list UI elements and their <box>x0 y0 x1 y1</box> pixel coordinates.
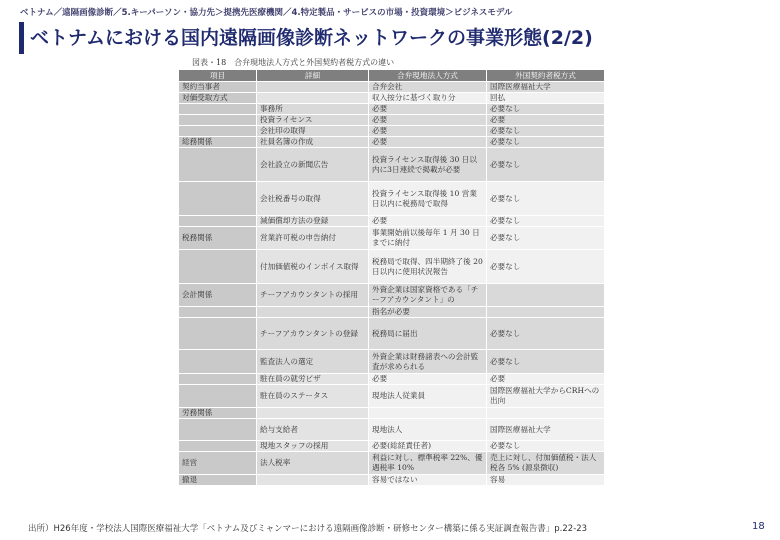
column-header: 項目 <box>179 70 257 82</box>
jv-cell: 投資ライセンス取得後 30 日以内に3日連続で掲載が必要 <box>369 148 487 182</box>
category-cell <box>179 419 257 441</box>
jv-cell: 投資ライセンス取得後 10 営業日以内に税務局で取得 <box>369 182 487 216</box>
fc-cell: 必要 <box>487 115 605 126</box>
jv-cell: 必要 <box>369 374 487 385</box>
fc-cell: 必要なし <box>487 104 605 115</box>
category-cell: 経営 <box>179 452 257 475</box>
table-row <box>179 126 605 137</box>
table-row <box>179 284 605 307</box>
category-cell <box>179 350 257 374</box>
column-header: 詳細 <box>257 70 369 82</box>
jv-cell: 現地法人従業員 <box>369 385 487 408</box>
detail-cell: 会社印の取得 <box>257 126 369 137</box>
detail-cell <box>257 93 369 104</box>
category-cell: 撤退 <box>179 475 257 486</box>
detail-cell: 営業許可税の申告納付 <box>257 227 369 250</box>
jv-cell: 指名が必要 <box>369 307 487 318</box>
fc-cell: 国際医療福祉大学 <box>487 82 605 93</box>
table-row <box>179 385 605 408</box>
fc-cell: 必要なし <box>487 227 605 250</box>
category-cell <box>179 374 257 385</box>
fc-cell <box>487 408 605 419</box>
table-row <box>179 475 605 486</box>
category-cell: 総務関係 <box>179 137 257 148</box>
detail-cell: チーフアカウンタントの採用 <box>257 284 369 307</box>
page-title: ベトナムにおける国内遠隔画像診断ネットワークの事業形態(2/2) <box>30 27 593 49</box>
jv-cell: 必要 <box>369 104 487 115</box>
jv-cell: 容易ではない <box>369 475 487 486</box>
category-cell <box>179 182 257 216</box>
detail-cell: 駐在員のステータス <box>257 385 369 408</box>
table-header-row <box>179 70 605 82</box>
fc-cell <box>487 284 605 307</box>
jv-cell: 合弁会社 <box>369 82 487 93</box>
detail-cell: 法人税率 <box>257 452 369 475</box>
category-cell <box>179 126 257 137</box>
jv-cell: 現地法人 <box>369 419 487 441</box>
table-row <box>179 408 605 419</box>
category-cell: 労務関係 <box>179 408 257 419</box>
jv-cell: 必要 <box>369 216 487 227</box>
detail-cell: 会社設立の新聞広告 <box>257 148 369 182</box>
jv-cell: 税務局に届出 <box>369 318 487 350</box>
fc-cell: 必要なし <box>487 148 605 182</box>
detail-cell: 事務所 <box>257 104 369 115</box>
category-cell <box>179 318 257 350</box>
figure-caption: 図表・18 合弁現地法人方式と外国契約者税方式の違い <box>192 58 395 67</box>
table-row <box>179 93 605 104</box>
fc-cell: 必要 <box>487 374 605 385</box>
table-row <box>179 104 605 115</box>
category-cell: 税務関係 <box>179 227 257 250</box>
category-cell <box>179 216 257 227</box>
fc-cell: 必要なし <box>487 441 605 452</box>
fc-cell: 売上に対し、付加価値税・法人税各 5% (源泉徴収) <box>487 452 605 475</box>
fc-cell: 容易 <box>487 475 605 486</box>
detail-cell: 投資ライセンス <box>257 115 369 126</box>
detail-cell <box>257 475 369 486</box>
jv-cell: 事業開始前以後毎年 1 月 30 日までに納付 <box>369 227 487 250</box>
category-cell <box>179 385 257 408</box>
detail-cell: 監査法人の選定 <box>257 350 369 374</box>
detail-cell: 給与支給者 <box>257 419 369 441</box>
comparison-table <box>178 69 605 486</box>
title-accent-bar <box>19 22 24 54</box>
fc-cell: 必要なし <box>487 137 605 148</box>
table-row <box>179 227 605 250</box>
category-cell: 会計関係 <box>179 284 257 307</box>
jv-cell: 外資企業は財務諸表への会計監査が求められる <box>369 350 487 374</box>
fc-cell: 国際医療福祉大学からCRHへの出向 <box>487 385 605 408</box>
page-number: 18 <box>752 521 765 532</box>
detail-cell: チーフアカウンタントの登録 <box>257 318 369 350</box>
table-row <box>179 250 605 284</box>
category-cell <box>179 104 257 115</box>
source-note: 出所）H26年度・学校法人国際医療福祉大学「ベトナム及びミャンマーにおける遠隔画像診断・研修センター構築に係る実証調査報告書」p.22-23 <box>28 524 588 534</box>
column-header: 外国契約者税方式 <box>487 70 605 82</box>
category-cell <box>179 115 257 126</box>
jv-cell: 必要(総経責任者) <box>369 441 487 452</box>
table-row <box>179 441 605 452</box>
table-row <box>179 419 605 441</box>
table-row <box>179 115 605 126</box>
table-row <box>179 318 605 350</box>
table-row <box>179 82 605 93</box>
detail-cell: 付加価値税のインボイス取得 <box>257 250 369 284</box>
category-cell <box>179 148 257 182</box>
detail-cell: 減価償却方法の登録 <box>257 216 369 227</box>
table-row <box>179 137 605 148</box>
detail-cell <box>257 408 369 419</box>
detail-cell <box>257 82 369 93</box>
jv-cell: 税務局で取得、四半期終了後 20 日以内に使用状況報告 <box>369 250 487 284</box>
jv-cell: 収入按分に基づく取り分 <box>369 93 487 104</box>
table-row <box>179 148 605 182</box>
category-cell <box>179 250 257 284</box>
table-row <box>179 182 605 216</box>
jv-cell: 必要 <box>369 137 487 148</box>
table-row <box>179 350 605 374</box>
table-row <box>179 452 605 475</box>
fc-cell <box>487 307 605 318</box>
fc-cell: 必要なし <box>487 126 605 137</box>
table-row <box>179 374 605 385</box>
detail-cell: 社員名簿の作成 <box>257 137 369 148</box>
column-header: 合弁現地法人方式 <box>369 70 487 82</box>
jv-cell: 必要 <box>369 126 487 137</box>
detail-cell <box>257 307 369 318</box>
jv-cell: 利益に対し、標準税率 22%、優遇税率 10% <box>369 452 487 475</box>
fc-cell: 必要なし <box>487 182 605 216</box>
fc-cell: 必要なし <box>487 250 605 284</box>
fc-cell: 回払 <box>487 93 605 104</box>
table-row <box>179 216 605 227</box>
fc-cell: 必要なし <box>487 350 605 374</box>
category-cell <box>179 307 257 318</box>
category-cell: 対価受取方式 <box>179 93 257 104</box>
jv-cell: 外資企業は国家資格である「チーフアカウンタント」の <box>369 284 487 307</box>
breadcrumb: ベトナム／遠隔画像診断／5.キーパーソン・協力先＞提携先医療機関／4.特定製品・サービスの市場・投資環境＞ビジネスモデル <box>20 8 513 18</box>
category-cell <box>179 441 257 452</box>
jv-cell: 必要 <box>369 115 487 126</box>
fc-cell: 国際医療福祉大学 <box>487 419 605 441</box>
fc-cell: 必要なし <box>487 216 605 227</box>
detail-cell: 現地スタッフの採用 <box>257 441 369 452</box>
detail-cell: 会社税番号の取得 <box>257 182 369 216</box>
jv-cell <box>369 408 487 419</box>
fc-cell: 必要なし <box>487 318 605 350</box>
table-row <box>179 307 605 318</box>
category-cell: 契約当事者 <box>179 82 257 93</box>
detail-cell: 駐在員の就労ビザ <box>257 374 369 385</box>
